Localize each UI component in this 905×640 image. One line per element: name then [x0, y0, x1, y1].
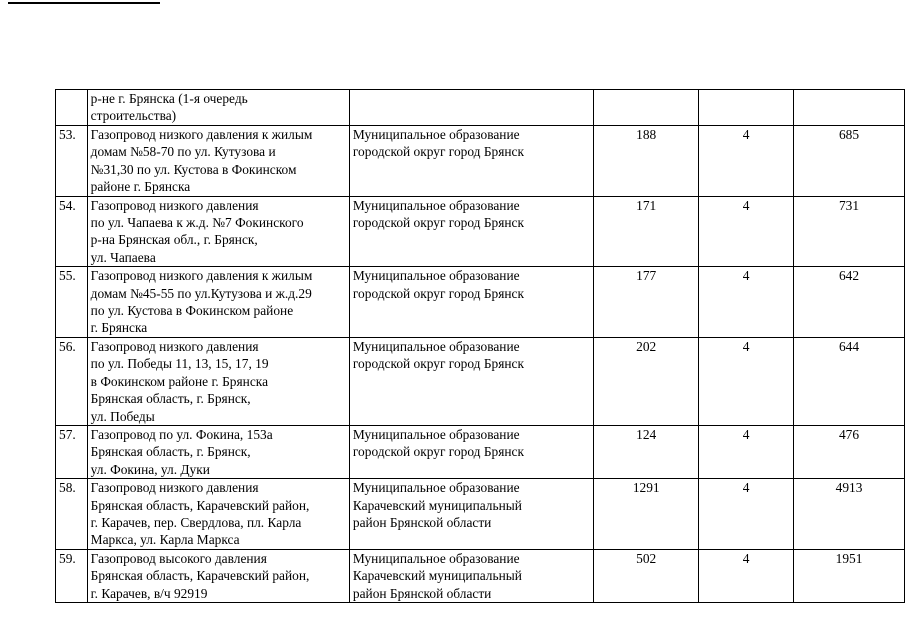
length: 188: [594, 126, 699, 197]
table-row: [56, 425, 905, 478]
table-row: [56, 90, 905, 126]
row-number: 57.: [56, 425, 88, 478]
object-name: Газопровод низкого давления Брянская область, Карачевский район, г. Карачев, пер. Свердлова, пл. Карла Маркса, ул. Карла Маркса: [87, 479, 349, 550]
length: 177: [594, 267, 699, 338]
row-number: 54.: [56, 196, 88, 267]
length: 202: [594, 337, 699, 425]
length: 1291: [594, 479, 699, 550]
length: [594, 90, 699, 126]
category: 4: [699, 479, 794, 550]
owner: Муниципальное образование городской округ город Брянск: [349, 267, 593, 338]
table-row: [56, 267, 905, 338]
object-name: Газопровод по ул. Фокина, 153а Брянская область, г. Брянск, ул. Фокина, ул. Дуки: [87, 425, 349, 478]
owner: Муниципальное образование городской округ город Брянск: [349, 425, 593, 478]
length: 502: [594, 549, 699, 602]
owner: [349, 90, 593, 126]
header-rule: [8, 2, 160, 4]
category: 4: [699, 549, 794, 602]
object-name: Газопровод низкого давления по ул. Чапаева к ж.д. №7 Фокинского р-на Брянская обл., г. Брянск, ул. Чапаева: [87, 196, 349, 267]
gas-pipeline-table: [55, 89, 905, 603]
length: 124: [594, 425, 699, 478]
owner: Муниципальное образование Карачевский муниципальный район Брянской области: [349, 479, 593, 550]
owner: Муниципальное образование городской округ город Брянск: [349, 337, 593, 425]
category: 4: [699, 196, 794, 267]
value: 644: [794, 337, 905, 425]
row-number: 59.: [56, 549, 88, 602]
value: 1951: [794, 549, 905, 602]
owner: Муниципальное образование городской округ город Брянск: [349, 196, 593, 267]
category: 4: [699, 337, 794, 425]
length: 171: [594, 196, 699, 267]
object-name: Газопровод низкого давления к жилым домам №45-55 по ул.Кутузова и ж.д.29 по ул. Кустова в Фокинском районе г. Брянска: [87, 267, 349, 338]
value: 642: [794, 267, 905, 338]
row-number: [56, 90, 88, 126]
table-row: [56, 479, 905, 550]
value: 731: [794, 196, 905, 267]
object-name: р-не г. Брянска (1-я очередь строительства): [87, 90, 349, 126]
owner: Муниципальное образование городской округ город Брянск: [349, 126, 593, 197]
category: 4: [699, 126, 794, 197]
value: [794, 90, 905, 126]
table-row: [56, 337, 905, 425]
object-name: Газопровод низкого давления к жилым домам №58-70 по ул. Кутузова и №31,30 по ул. Кустова в Фокинском районе г. Брянска: [87, 126, 349, 197]
category: 4: [699, 425, 794, 478]
object-name: Газопровод низкого давления по ул. Победы 11, 13, 15, 17, 19 в Фокинском районе г. Брянска Брянская область, г. Брянск, ул. Победы: [87, 337, 349, 425]
row-number: 58.: [56, 479, 88, 550]
row-number: 55.: [56, 267, 88, 338]
value: 4913: [794, 479, 905, 550]
object-name: Газопровод высокого давления Брянская область, Карачевский район, г. Карачев, в/ч 92919: [87, 549, 349, 602]
row-number: 53.: [56, 126, 88, 197]
category: [699, 90, 794, 126]
row-number: 56.: [56, 337, 88, 425]
value: 476: [794, 425, 905, 478]
value: 685: [794, 126, 905, 197]
table-row: [56, 126, 905, 197]
table-row: [56, 549, 905, 602]
category: 4: [699, 267, 794, 338]
owner: Муниципальное образование Карачевский муниципальный район Брянской области: [349, 549, 593, 602]
table-row: [56, 196, 905, 267]
